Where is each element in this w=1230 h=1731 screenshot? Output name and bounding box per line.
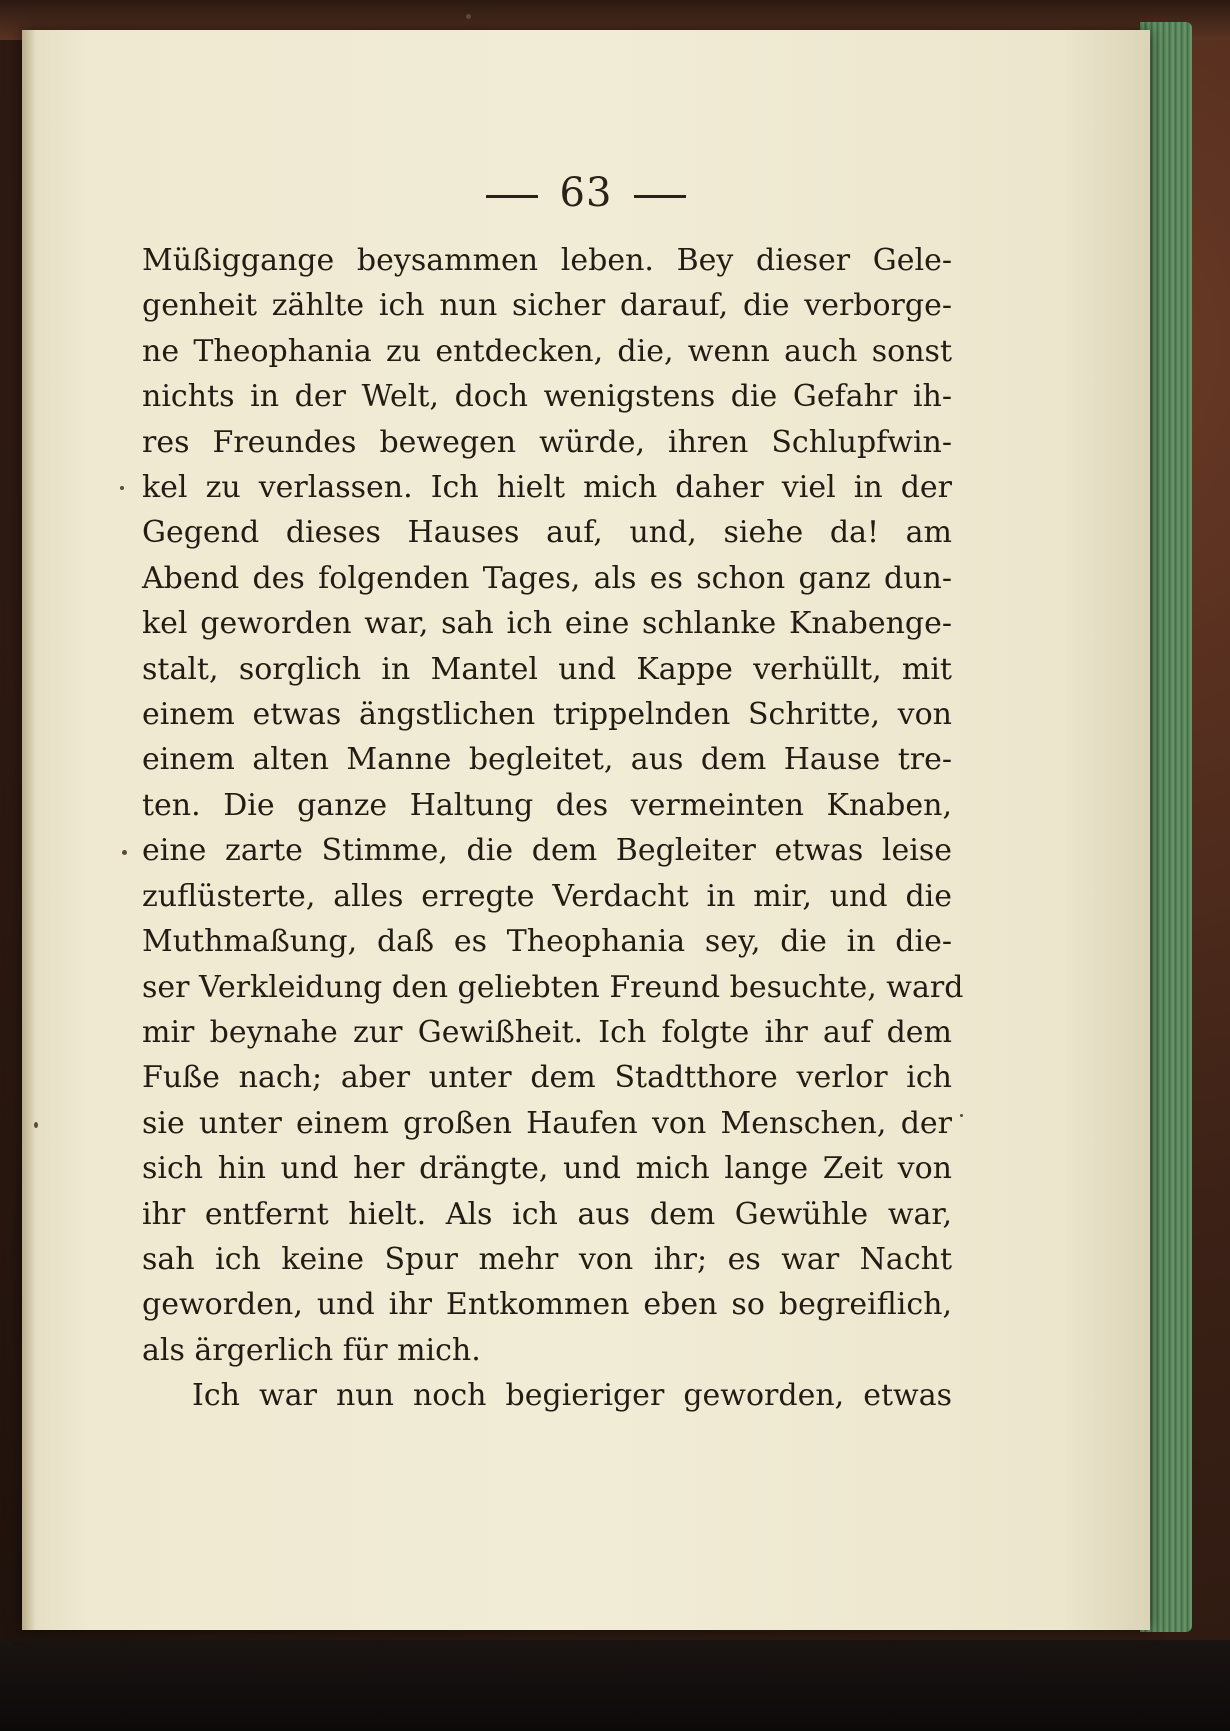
- page-number: 63: [559, 170, 613, 216]
- text-line: Ich war nun noch begieriger geworden, etwas: [192, 1378, 952, 1414]
- bottom-shadow: [0, 1640, 1230, 1731]
- text-line: ten. Die ganze Haltung des vermeinten Knaben,: [142, 787, 952, 823]
- page-header: [22, 170, 1150, 216]
- text-line: nichts in der Welt, doch wenigstens die Gefahr ih-: [142, 379, 952, 415]
- text-line: einem alten Manne begleitet, aus dem Hause tre-: [142, 742, 952, 778]
- text-line: Müßiggange beysammen leben. Bey dieser Gele-: [142, 243, 952, 278]
- header-dash-right: [634, 195, 686, 198]
- text-line: einem etwas ängstlichen trippelnden Schritte, von: [142, 697, 952, 733]
- text-line: ihr entfernt hielt. Als ich aus dem Gewühle war,: [142, 1196, 952, 1232]
- paper-speck: [466, 14, 471, 19]
- text-line: Fuße nach; aber unter dem Stadtthore verlor ich: [142, 1060, 952, 1096]
- text-line: sah ich keine Spur mehr von ihr; es war Nacht: [142, 1241, 952, 1277]
- text-line: Muthmaßung, daß es Theophania sey, die in die-: [142, 924, 952, 960]
- book-page: [22, 30, 1150, 1630]
- text-line: als ärgerlich für mich.: [142, 1332, 481, 1368]
- paper-speck: [34, 1122, 38, 1128]
- text-line: eine zarte Stimme, die dem Begleiter etwas leise: [142, 833, 952, 869]
- text-line: res Freundes bewegen würde, ihren Schlupfwin-: [142, 424, 952, 460]
- text-line: sich hin und her drängte, und mich lange Zeit von: [142, 1151, 952, 1187]
- text-line: geworden, und ihr Entkommen eben so begreiflich,: [142, 1287, 952, 1323]
- text-line: sie unter einem großen Haufen von Menschen, der: [142, 1105, 952, 1141]
- text-line: mir beynahe zur Gewißheit. Ich folgte ihr auf dem: [142, 1014, 952, 1050]
- text-line: ser Verkleidung den geliebten Freund besuchte, ward: [142, 969, 964, 1005]
- text-line: genheit zählte ich nun sicher darauf, die verborge-: [142, 288, 952, 324]
- paper-speck: [122, 850, 127, 855]
- text-line: kel zu verlassen. Ich hielt mich daher viel in der: [142, 470, 952, 506]
- header-dash-left: [486, 195, 538, 198]
- paragraph-2: [142, 1373, 952, 1418]
- text-line: zuflüsterte, alles erregte Verdacht in mir, und die: [142, 878, 952, 914]
- text-line: ne Theophania zu entdecken, die, wenn auch sonst: [142, 333, 952, 369]
- text-line: Abend des folgenden Tages, als es schon ganz dun-: [142, 560, 952, 596]
- text-line: Gegend dieses Hauses auf, und, siehe da! am: [142, 515, 952, 551]
- paper-speck: [120, 486, 124, 490]
- body-text: [142, 238, 964, 1419]
- text-line: stalt, sorglich in Mantel und Kappe verhüllt, mit: [142, 651, 952, 687]
- page-gutter-shading: [22, 30, 36, 1630]
- text-line: kel geworden war, sah ich eine schlanke Knabenge-: [142, 606, 952, 642]
- paper-speck: [960, 1114, 963, 1117]
- paragraph-1: [142, 238, 964, 1373]
